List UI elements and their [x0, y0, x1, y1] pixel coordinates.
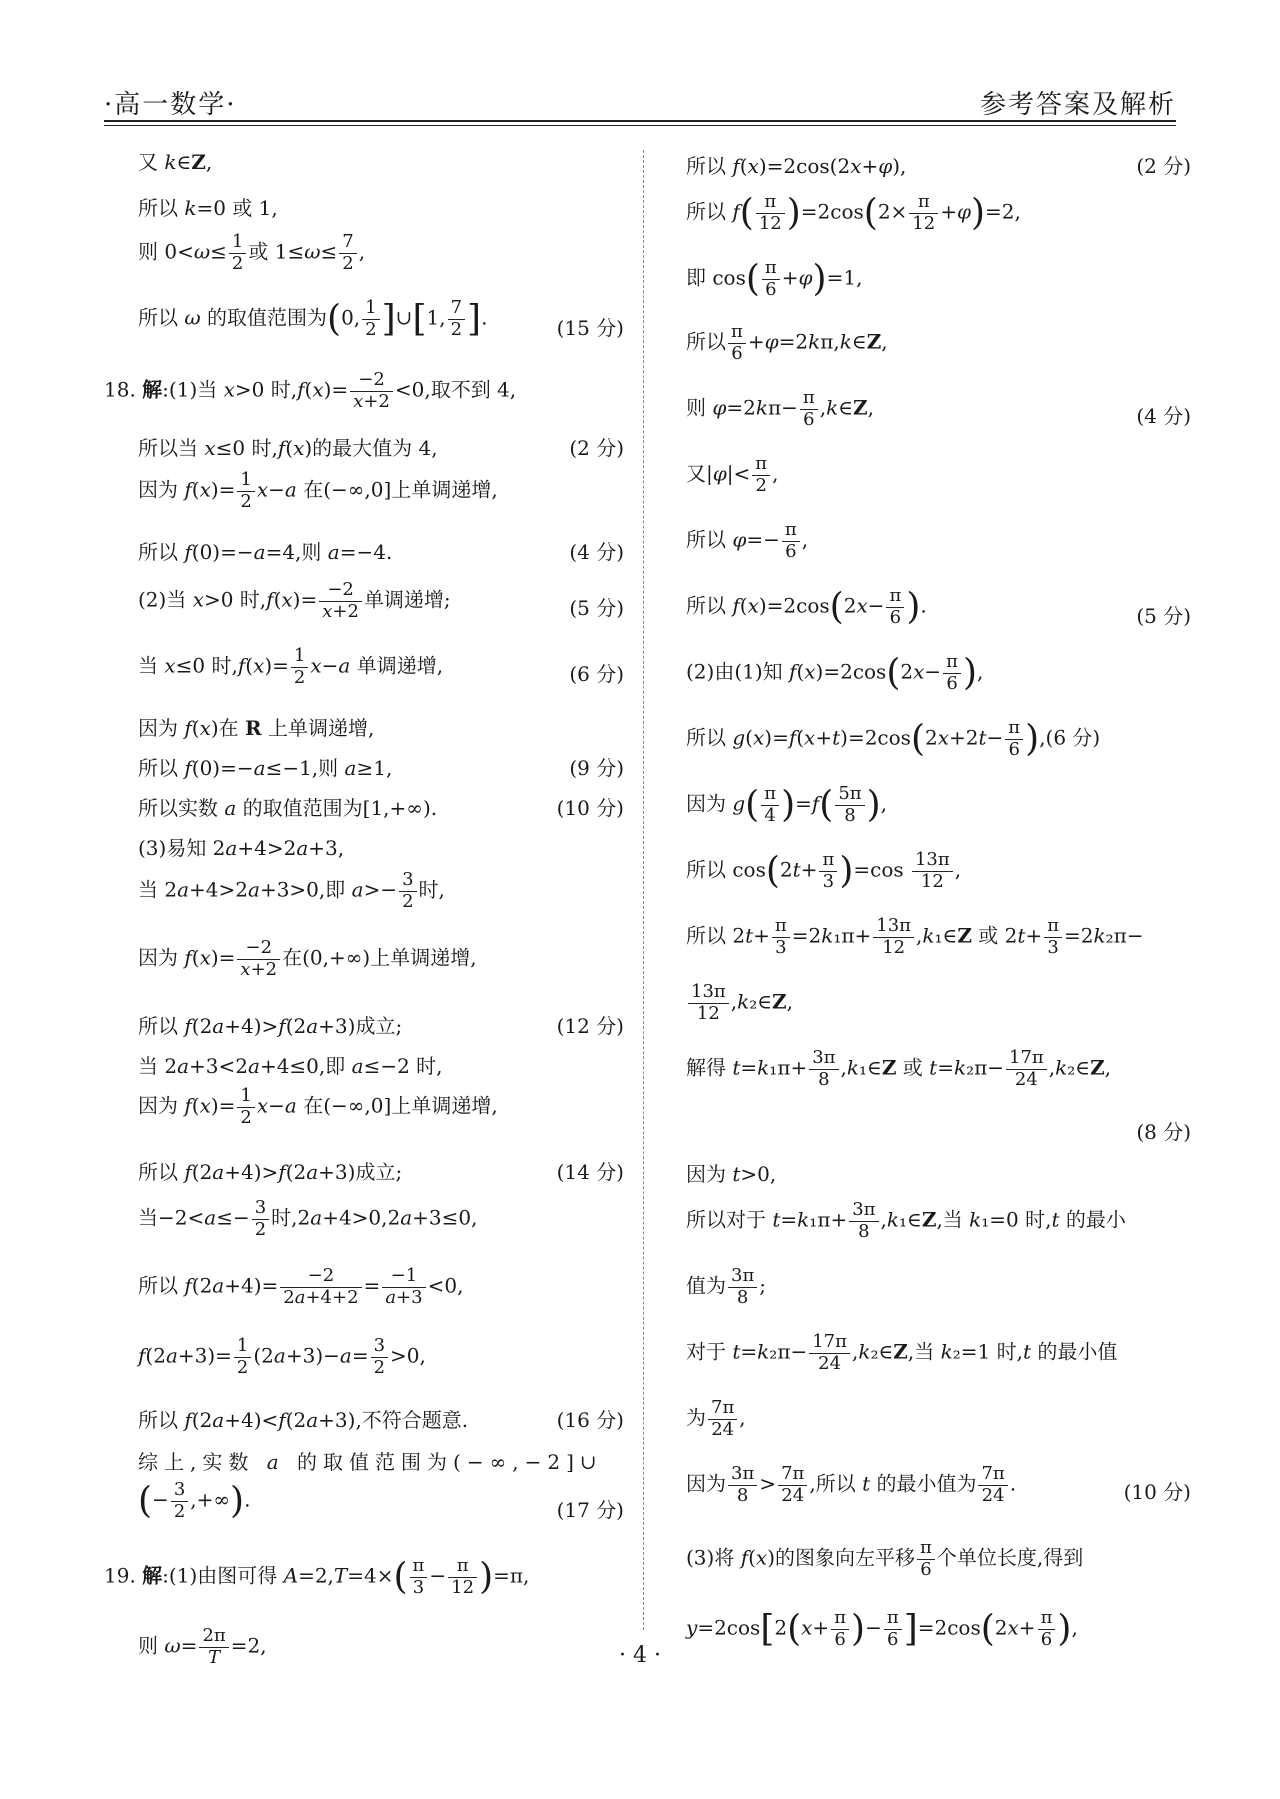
- text-line: (3)易知 2a+4>2a+3,: [138, 836, 345, 860]
- text-line: 18. 解:(1)当 x>0 时,f(x)= $\frac{-2}{x+2}$ <0,取不到 4,: [104, 369, 517, 412]
- text-line: 所以 cos(2t+ $\frac{\pi}{3}$ )=cos $\frac{13\pi}{12}$ ,: [686, 849, 962, 892]
- text-line: 所以 ω 的取值范围为(0, $\frac{1}{2}$ ]∪[1, $\frac{7}{2}$ ].: [138, 297, 488, 340]
- text-line: 所以实数 a 的取值范围为[1,+∞).: [138, 796, 438, 820]
- score-label: (10 分): [556, 796, 624, 820]
- text-line: 当 2a+3<2a+4≤0,即 a≤−2 时,: [138, 1054, 443, 1078]
- text-line: 所以 f(x)=2cos(2x− $\frac{\pi}{6}$ ).: [686, 585, 927, 628]
- text-line: 则 0<ω≤ $\frac{1}{2}$ 或 1≤ω≤ $\frac{7}{2}$ ,: [138, 231, 366, 274]
- text-line: 所以 2t+ $\frac{\pi}{3}$ =2k₁π+ $\frac{13\pi}{12}$ ,k₁∈Z 或 2t+ $\frac{\pi}{3}$ =2k₂π−: [686, 915, 1144, 958]
- text-line: (− $\frac{3}{2}$ ,+∞).: [138, 1479, 251, 1522]
- text-line: 因为 f(x)= $\frac{1}{2}$ x−a 在(−∞,0]上单调递增,: [138, 469, 498, 512]
- text-line: 19. 解:(1)由图可得 A=2,T=4×( $\frac{\pi}{3}$ − $\frac{\pi}{12}$ )=π,: [104, 1555, 530, 1598]
- text-line: 综上,实数 a 的取值范围为(−∞,−2]∪: [138, 1450, 603, 1474]
- text-line: 则 ω= $\frac{2\pi}{T}$ =2,: [138, 1625, 267, 1668]
- subject-title: ·高一数学·: [104, 90, 237, 120]
- score-label: (8 分): [1136, 1120, 1191, 1144]
- text-line: 因为 g( $\frac{\pi}{4}$ )=f( $\frac{5\pi}{8}$ ),: [686, 783, 888, 826]
- text-line: 所以 $\frac{\pi}{6}$ +φ=2kπ,k∈Z,: [686, 321, 888, 364]
- section-title: 参考答案及解析: [979, 90, 1176, 120]
- text-line: 当 2a+4>2a+3>0,即 a>− $\frac{3}{2}$ 时,: [138, 869, 445, 912]
- text-line: 所以 f(2a+4)>f(2a+3)成立;: [138, 1014, 403, 1038]
- text-line: 又 k∈Z,: [138, 150, 213, 174]
- text-line: 即 cos( $\frac{\pi}{6}$ +φ)=1,: [686, 257, 863, 300]
- text-line: 因为 f(x)= $\frac{-2}{x+2}$ 在(0,+∞)上单调递增,: [138, 937, 477, 980]
- text-line: 因为 f(x)在 R 上单调递增,: [138, 716, 375, 740]
- text-line: 所以 f( $\frac{\pi}{12}$ )=2cos(2× $\frac{\pi}{12}$ +φ)=2,: [686, 191, 1021, 234]
- text-line: 则 φ=2kπ− $\frac{\pi}{6}$ ,k∈Z,: [686, 387, 874, 430]
- score-label: (5 分): [1136, 604, 1191, 628]
- score-label: (2 分): [569, 436, 624, 460]
- score-label: (9 分): [569, 756, 624, 780]
- text-line: 所以 f(2a+4)>f(2a+3)成立;: [138, 1160, 403, 1184]
- text-line: 当 x≤0 时,f(x)= $\frac{1}{2}$ x−a 单调递增,: [138, 645, 444, 688]
- text-line: 为 $\frac{7\pi}{24}$ ,: [686, 1397, 746, 1440]
- text-line: 所以 f(0)=−a=4,则 a=−4.: [138, 540, 393, 564]
- header-rule: [104, 120, 1176, 122]
- text-line: 所以对于 t=k₁π+ $\frac{3\pi}{8}$ ,k₁∈Z,当 k₁=0 时,t 的最小: [686, 1199, 1126, 1242]
- page-number: · 4 ·: [619, 1643, 661, 1668]
- score-label: (14 分): [556, 1160, 624, 1184]
- text-line: 因为 t>0,: [686, 1162, 777, 1186]
- text-line: 所以 f(2a+4)<f(2a+3),不符合题意.: [138, 1408, 469, 1432]
- score-label: (4 分): [1136, 404, 1191, 428]
- text-line: 因为 f(x)= $\frac{1}{2}$ x−a 在(−∞,0]上单调递增,: [138, 1085, 498, 1128]
- text-line: 当−2<a≤− $\frac{3}{2}$ 时,2a+4>0,2a+3≤0,: [138, 1197, 478, 1240]
- text-line: 所以 k=0 或 1,: [138, 196, 278, 220]
- text-line: 对于 t=k₂π− $\frac{17\pi}{24}$ ,k₂∈Z,当 k₂=1 时,t 的最小值: [686, 1331, 1118, 1374]
- page-header: [104, 78, 1176, 118]
- score-label: (2 分): [1136, 154, 1191, 178]
- text-line: 所以 f(x)=2cos(2x+φ),: [686, 154, 907, 178]
- text-line: y=2cos[2(x+ $\frac{\pi}{6}$ )− $\frac{\pi}{6}$ ]=2cos(2x+ $\frac{\pi}{6}$ ),: [686, 1607, 1078, 1650]
- column-divider: [643, 150, 644, 1630]
- text-line: 值为 $\frac{3\pi}{8}$ ;: [686, 1265, 767, 1308]
- score-label: (6 分): [569, 662, 624, 686]
- text-line: (3)将 f(x)的图象向左平移 $\frac{\pi}{6}$ 个单位长度,得到: [686, 1537, 1084, 1580]
- text-line: 因为 $\frac{3\pi}{8}$ > $\frac{7\pi}{24}$ ,所以 t 的最小值为 $\frac{7\pi}{24}$ .: [686, 1463, 1017, 1506]
- text-line: 又|φ|< $\frac{\pi}{2}$ ,: [686, 453, 779, 496]
- score-label: (17 分): [556, 1498, 624, 1522]
- score-label: (16 分): [556, 1408, 624, 1432]
- text-line: 所以 f(0)=−a≤−1,则 a≥1,: [138, 756, 393, 780]
- text-line: f(2a+3)= $\frac{1}{2}$ (2a+3)−a= $\frac{3}{2}$ >0,: [138, 1335, 426, 1378]
- score-label: (12 分): [556, 1014, 624, 1038]
- text-line: 所以 g(x)=f(x+t)=2cos(2x+2t− $\frac{\pi}{6}$ ),(6 分): [686, 717, 1101, 760]
- text-line: (2)由(1)知 f(x)=2cos(2x− $\frac{\pi}{6}$ ),: [686, 651, 984, 694]
- text-line: 所以 φ=− $\frac{\pi}{6}$ ,: [686, 519, 809, 562]
- text-line: $\frac{13\pi}{12}$ ,k₂∈Z,: [686, 982, 793, 1024]
- score-label: (10 分): [1123, 1480, 1191, 1504]
- text-line: 解得 t=k₁π+ $\frac{3\pi}{8}$ ,k₁∈Z 或 t=k₂π− $\frac{17\pi}{24}$ ,k₂∈Z,: [686, 1047, 1112, 1090]
- text-line: 所以当 x≤0 时,f(x)的最大值为 4,: [138, 436, 438, 460]
- text-line: 所以 f(2a+4)= $\frac{-2}{2a+4+2}$ = $\frac{-1}{a+3}$ <0,: [138, 1265, 464, 1308]
- score-label: (5 分): [569, 596, 624, 620]
- header-rule-thin: [104, 125, 1176, 126]
- text-line: (2)当 x>0 时,f(x)= $\frac{-2}{x+2}$ 单调递增;: [138, 579, 451, 622]
- score-label: (15 分): [556, 316, 624, 340]
- score-label: (4 分): [569, 540, 624, 564]
